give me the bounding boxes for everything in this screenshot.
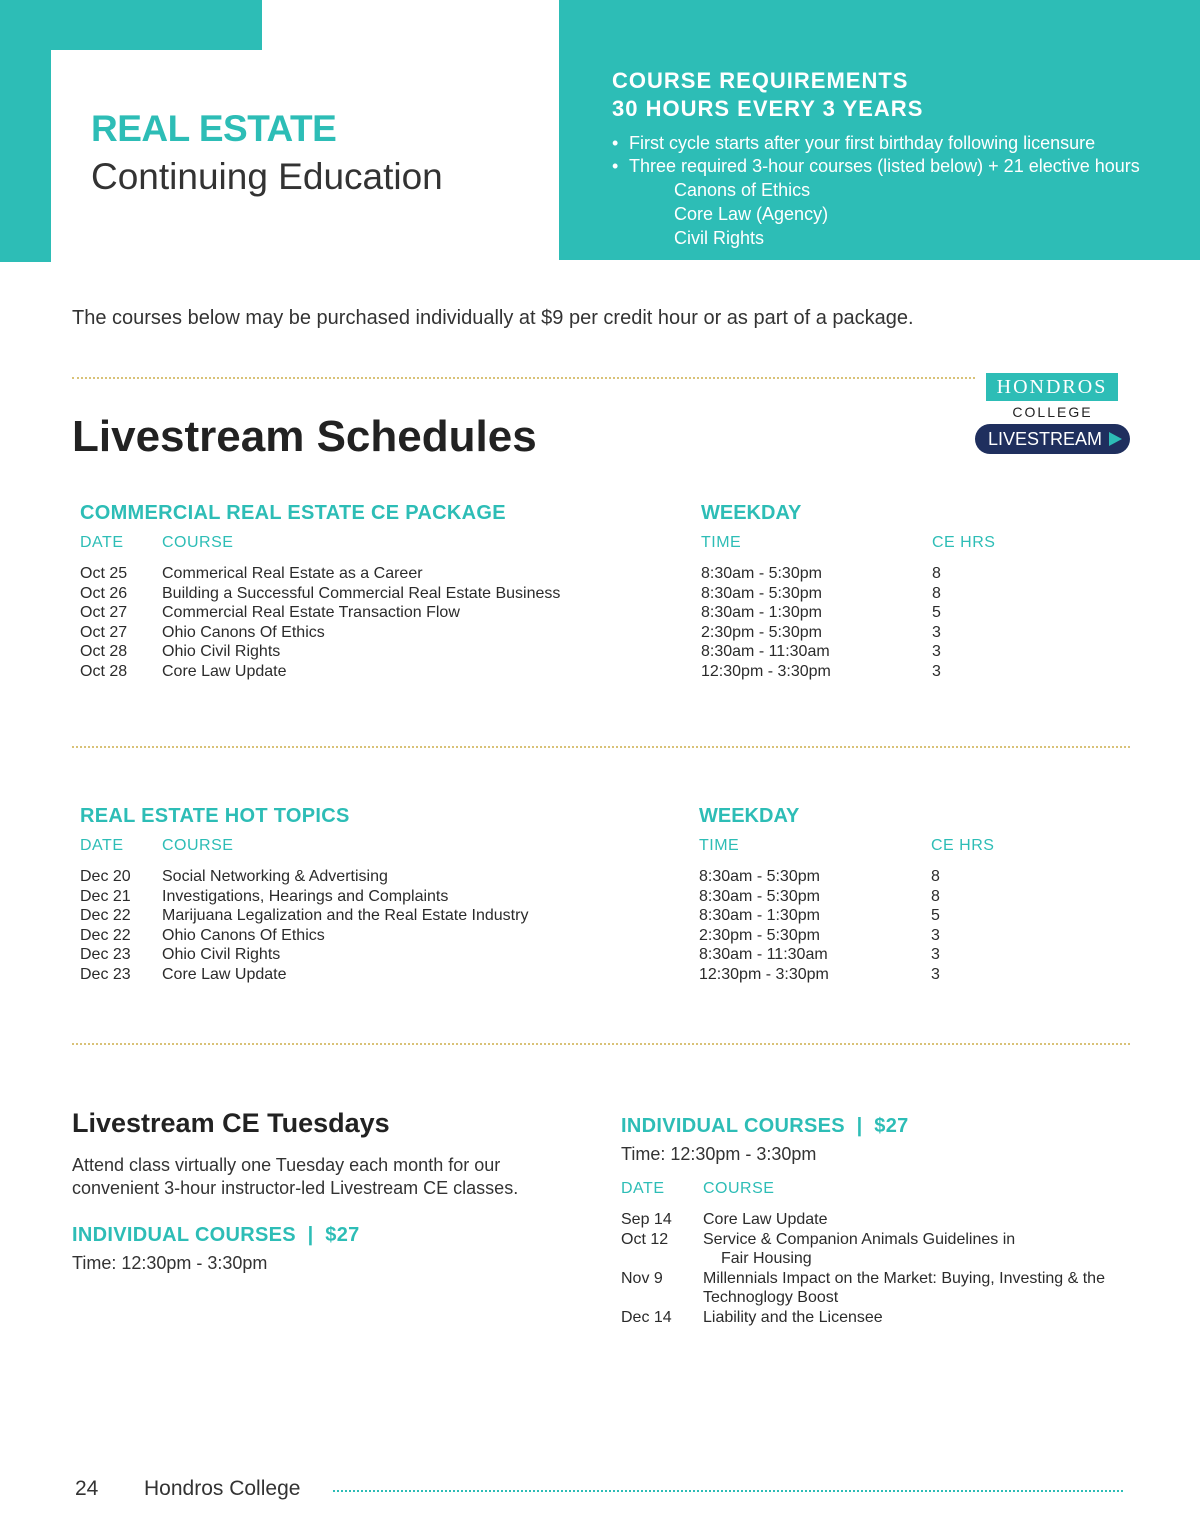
page-subtitle: Continuing Education: [91, 156, 443, 197]
requirements-heading: COURSE REQUIREMENTS: [612, 68, 909, 93]
requirement-item: • Three required 3-hour courses (listed below) + 21 elective hours: [612, 156, 1140, 176]
table-row: Dec 23 Ohio Civil Rights 8:30am - 11:30am 3: [80, 946, 940, 964]
class-time: Time: 12:30pm - 3:30pm: [621, 1144, 817, 1164]
table-row: Oct 25 Commerical Real Estate as a Career 8:30am - 5:30pm 8: [80, 565, 941, 582]
required-course: Core Law (Agency): [674, 204, 829, 224]
required-course: Civil Rights: [674, 228, 765, 248]
divider: [72, 746, 1130, 748]
time-column-header: TIME: [701, 534, 742, 551]
bullet-icon: •: [612, 156, 619, 176]
page-number: 24: [75, 1477, 99, 1500]
logo-college: COLLEGE: [1012, 404, 1093, 420]
footer-divider: [333, 1490, 1123, 1492]
table-row: Dec 20 Social Networking & Advertising 8:30am - 5:30pm 8: [80, 868, 940, 885]
divider: [72, 377, 975, 379]
course-column-header: COURSE: [162, 837, 234, 854]
requirements-list: [612, 132, 1192, 178]
section-title: REAL ESTATE HOT TOPICS: [80, 805, 350, 827]
bullet-icon: •: [612, 133, 619, 153]
hondros-livestream-logo: [975, 373, 1130, 455]
ce-hours-column-header: CE HRS: [931, 837, 995, 854]
table-row: Oct 28 Core Law Update 12:30pm - 3:30pm 3: [80, 662, 941, 680]
required-course: Canons of Ethics: [674, 180, 811, 200]
table-row: Dec 23 Core Law Update 12:30pm - 3:30pm 3: [80, 965, 940, 983]
requirements-hours: 30 HOURS EVERY 3 YEARS: [612, 96, 924, 121]
play-icon: [1109, 432, 1122, 446]
class-time: Time: 12:30pm - 3:30pm: [72, 1253, 268, 1273]
individual-courses-price: INDIVIDUAL COURSES | $27: [621, 1115, 909, 1137]
section-heading: Livestream Schedules: [72, 412, 537, 461]
tuesdays-heading: Livestream CE Tuesdays: [72, 1108, 390, 1138]
table-row: Dec 22 Ohio Canons Of Ethics 2:30pm - 5:30pm 3: [80, 926, 940, 944]
date-column-header: DATE: [80, 837, 124, 854]
table-row: Dec 22 Marijuana Legalization and the Real Estate Industry 8:30am - 1:30pm 5: [80, 907, 940, 925]
weekday-label: WEEKDAY: [701, 502, 802, 524]
time-column-header: TIME: [699, 837, 740, 854]
divider: [72, 1043, 1130, 1045]
course-requirements-panel: [559, 0, 1200, 260]
intro-text: The courses below may be purchased individually at $9 per credit hour or as part of a package.: [72, 307, 914, 329]
section-title: COMMERCIAL REAL ESTATE CE PACKAGE: [80, 502, 506, 524]
requirement-item: • First cycle starts after your first birthday following licensure: [612, 133, 1096, 153]
schedule-table: [80, 867, 1080, 985]
date-column-header: DATE: [621, 1180, 665, 1197]
date-column-header: DATE: [80, 534, 124, 551]
course-column-header: COURSE: [703, 1180, 775, 1197]
logo-wordmark: HONDROS: [986, 373, 1118, 401]
table-row: Dec 21 Investigations, Hearings and Complaints 8:30am - 5:30pm 8: [80, 887, 940, 905]
required-courses-list: [674, 178, 828, 250]
logo-livestream-badge: LIVESTREAM: [975, 424, 1130, 454]
table-row: Dec 14 Liability and the Licensee: [621, 1308, 883, 1326]
table-row: Oct 12 Service & Companion Animals Guidelines in Fair Housing: [621, 1230, 1016, 1268]
tuesdays-description: Attend class virtually one Tuesday each month for our convenient 3-hour instructor-led Livestream CE classes.: [72, 1155, 519, 1198]
schedule-table: [80, 564, 1080, 682]
table-row: Sep 14 Core Law Update: [621, 1211, 828, 1228]
commercial-package-section: [80, 502, 1140, 692]
table-row: Oct 27 Ohio Canons Of Ethics 2:30pm - 5:30pm 3: [80, 623, 941, 641]
table-row: Nov 9 Millennials Impact on the Market: Buying, Investing & the Technoglogy Boost: [621, 1269, 1105, 1307]
course-column-header: COURSE: [162, 534, 234, 551]
footer-brand: Hondros College: [144, 1477, 301, 1500]
individual-courses-list: [621, 1210, 1161, 1328]
table-row: Oct 27 Commercial Real Estate Transaction Flow 8:30am - 1:30pm 5: [80, 604, 941, 622]
table-row: Oct 26 Building a Successful Commercial Real Estate Business 8:30am - 5:30pm 8: [80, 584, 941, 602]
ce-hours-column-header: CE HRS: [932, 534, 996, 551]
hot-topics-section: [80, 805, 1140, 995]
page-title: REAL ESTATE: [91, 108, 337, 149]
weekday-label: WEEKDAY: [699, 805, 800, 827]
table-row: Oct 28 Ohio Civil Rights 8:30am - 11:30am 3: [80, 643, 941, 661]
individual-courses-price: INDIVIDUAL COURSES | $27: [72, 1224, 360, 1246]
